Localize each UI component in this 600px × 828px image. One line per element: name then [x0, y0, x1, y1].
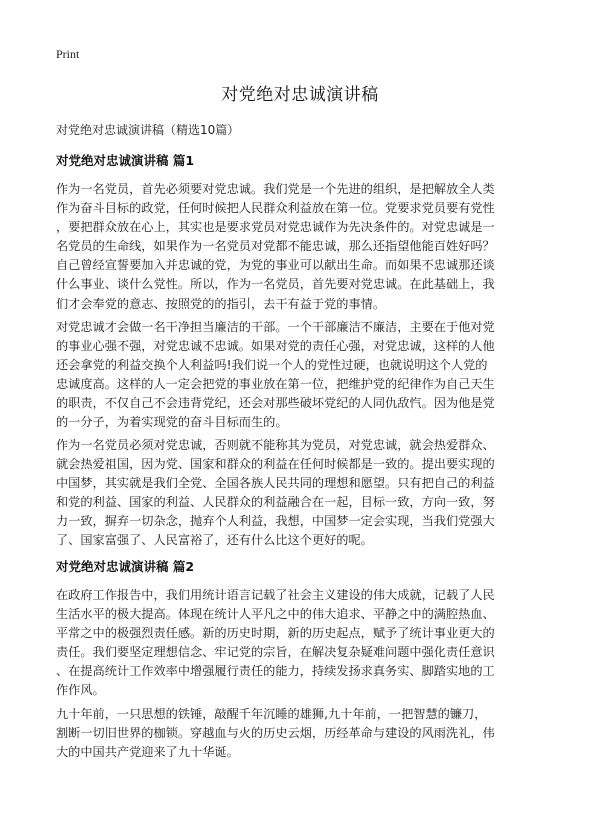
- paragraph: 九十年前，一只思想的铁锤，敲醒千年沉睡的雄狮,九十年前，一把智慧的镰刀， 割断一切旧世界的枷锁。穿越血与火的历史云烟，历经革命与建设的风雨洗礼，伟 大的中国共产党迎来了九十华诞。: [56, 707, 495, 760]
- section-heading-2: 对党绝对忠诚演讲稿 篇2: [56, 559, 195, 574]
- document-subtitle: 对党绝对忠诚演讲稿（精选10篇）: [56, 123, 240, 137]
- paragraph: 作为一名党员，首先必须要对党忠诚。我们党是一个先进的组织，是把解放全人类 作为奋斗目标的政党，任何时候把人民群众利益放在第一位。党要求党员要有党性 ，要把群众放在心上，其实也是要求党员对党忠诚作为先决条件的。对党忠诚是一 名党员的生命线，如果作为一名党员对党都不能忠诚，那么还指望他能百姓好吗？ 自己曾经宣誓要加入并忠诚的党，为党的事业可以献出生命。而如果不忠诚那还谈 什么事业、谈什么党性。所以，作为一名党员，首先要对党忠诚。在此基础上，我 们才会奉党的意志、按照党的的指引，去干有益于党的事情。: [56, 182, 495, 311]
- paragraph: 对党忠诚才会做一名干净担当廉洁的干部。一个干部廉洁不廉洁，主要在于他对党 的事业心强不强，对党忠诚不忠诚。如果对党的责任心强，对党忠诚，这样的人他 还会拿党的利益交换个人利益吗!我们说一个人的党性过硬，也就说明这个人党的 忠诚度高。这样的人一定会把党的事业放在第一位，把维护党的纪律作为自己天生 的职责，不仅自己不会违背党纪，还会对那些破坏党纪的人同仇敌忾。因为他是党 的一分子，为着实现党的奋斗目标而生的。: [56, 320, 495, 430]
- print-label: Print: [56, 47, 80, 61]
- paragraph: 作为一名党员必须对党忠诚，否则就不能称其为党员，对党忠诚，就会热爱群众、 就会热爱祖国，因为党、国家和群众的利益在任何时候都是一致的。提出要实现的 中国梦，其实就是我们全党、全国各族人民共同的理想和愿望。只有把自己的利益 和党的利益、国家的利益、人民群众的利益融合在一起，目标一致，方向一致，努 力一致，摒弃一切杂念，抛弃个人利益，我想，中国梦一定会实现，当我们党强大 了、国家富强了、人民富裕了，还有什么比这个更好的呢。: [56, 438, 495, 548]
- paragraph: 在政府工作报告中，我们用统计语言记载了社会主义建设的伟大成就，记载了人民 生活水平的极大提高。体现在统计人平凡之中的伟大追求、平静之中的满腔热血、 平常之中的极强烈责任感。新的历史时期，新的历史起点，赋予了统计事业更大的 责任。我们要坚定理想信念、牢记党的宗旨，在解决复杂疑难问题中强化责任意识 、在提高统计工作效率中增强履行责任的能力，持续发扬求真务实、脚踏实地的工 作作风。: [56, 588, 495, 698]
- document-title: 对党绝对忠诚演讲稿: [221, 85, 379, 105]
- section-heading-1: 对党绝对忠诚演讲稿 篇1: [56, 153, 195, 168]
